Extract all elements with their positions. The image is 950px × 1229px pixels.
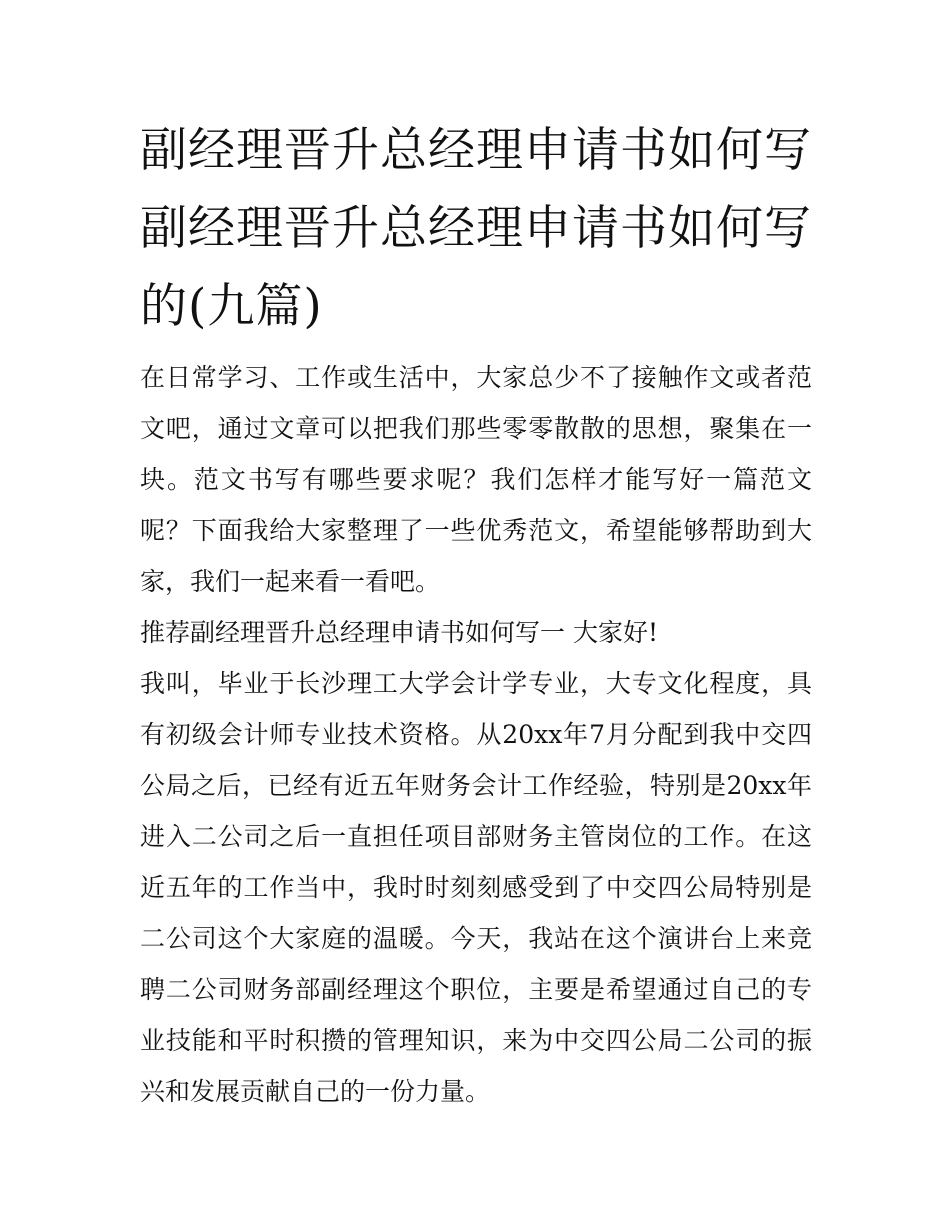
paragraph-intro: 在日常学习、工作或生活中，大家总少不了接触作文或者范文吧，通过文章可以把我们那些零零散散的思想，聚集在一块。范文书写有哪些要求呢？我们怎样才能写好一篇范文呢？下面我给大家整理了一些优秀范文，希望能够帮助到大家，我们一起来看一看吧。 [140,363,812,596]
paragraph-main: 我叫，毕业于长沙理工大学会计学专业，大专文化程度，具有初级会计师专业技术资格。从20xx年7月分配到我中交四公局之后，已经有近五年财务会计工作经验，特别是20xx年进入二公司之后一直担任项目部财务主管岗位的工作。在这近五年的工作当中，我时时刻刻感受到了中交四公局特别是二公司这个大家庭的温暖。今天，我站在这个演讲台上来竞聘二公司财务部副经理这个职位，主要是希望通过自己的专业技能和平时积攒的管理知识，来为中交四公局二公司的振兴和发展贡献自己的一份力量。 [140,669,812,1106]
document-body [140,352,812,1117]
paragraph-heading: 推荐副经理晋升总经理申请书如何写一 大家好! [140,618,658,647]
document-title: 副经理晋升总经理申请书如何写 副经理晋升总经理申请书如何写的(九篇) [140,123,812,334]
